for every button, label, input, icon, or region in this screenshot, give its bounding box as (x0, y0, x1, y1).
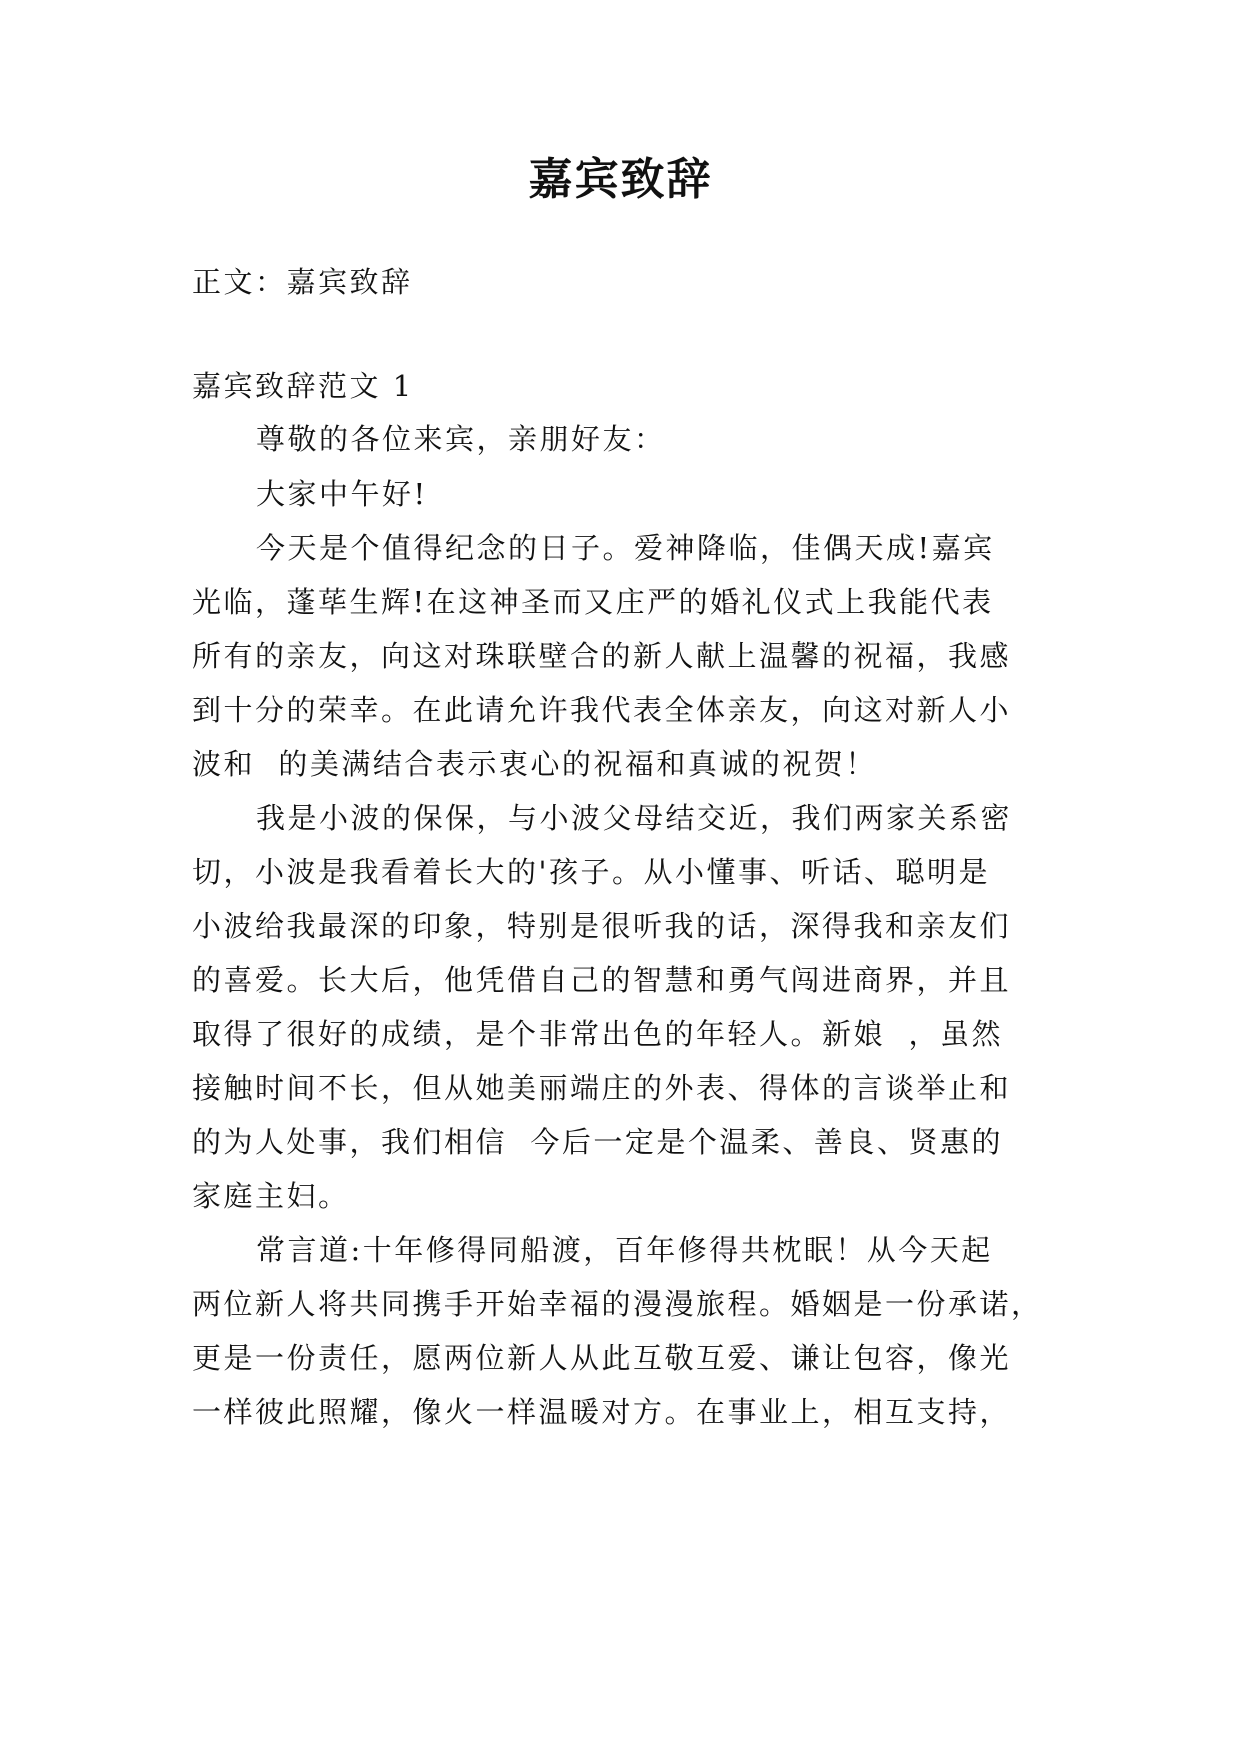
paragraph-line: 的为人处事，我们相信 今后一定是个温柔、善良、贤惠的 (192, 1125, 1003, 1159)
paragraph-line: 一样彼此照耀，像火一样温暖对方。在事业上，相互支持， (192, 1395, 1012, 1429)
document-title: 嘉宾致辞 (528, 154, 713, 205)
paragraph-line: 的喜爱。长大后，他凭借自己的智慧和勇气闯进商界，并且 (192, 963, 1012, 997)
paragraph-line: 接触时间不长，但从她美丽端庄的外表、得体的言谈举止和 (192, 1071, 1012, 1105)
paragraph-line: 家庭主妇。 (192, 1179, 350, 1213)
paragraph-line: 取得了很好的成绩，是个非常出色的年轻人。新娘 ，虽然 (192, 1017, 1003, 1051)
greeting-line: 尊敬的各位来宾，亲朋好友： (256, 422, 666, 456)
hello-line: 大家中午好! (256, 477, 428, 511)
paragraph-line: 我是小波的保保，与小波父母结交近，我们两家关系密 (256, 801, 1013, 835)
paragraph-line: 常言道:十年修得同船渡，百年修得共枕眠！从今天起 (256, 1233, 993, 1267)
paragraph-line: 更是一份责任，愿两位新人从此互敬互爱、谦让包容，像光 (192, 1341, 1012, 1375)
paragraph-line: 两位新人将共同携手开始幸福的漫漫旅程。婚姻是一份承诺， (192, 1287, 1043, 1321)
sample-heading: 嘉宾致辞范文 1 (192, 369, 414, 403)
paragraph-line: 今天是个值得纪念的日子。爱神降临，佳偶天成!嘉宾 (256, 531, 995, 565)
paragraph-line: 切，小波是我看着长大的'孩子。从小懂事、听话、聪明是 (192, 855, 990, 889)
paragraph-line: 小波给我最深的印象，特别是很听我的话，深得我和亲友们 (192, 909, 1012, 943)
body-label: 正文：嘉宾致辞 (192, 265, 413, 299)
paragraph-line: 光临，蓬荜生辉!在这神圣而又庄严的婚礼仪式上我能代表 (192, 585, 994, 619)
paragraph-line: 到十分的荣幸。在此请允许我代表全体亲友，向这对新人小 (192, 693, 1012, 727)
paragraph-line: 所有的亲友，向这对珠联壁合的新人献上温馨的祝福，我感 (192, 639, 1012, 673)
paragraph-line: 波和 的美满结合表示衷心的祝福和真诚的祝贺！ (192, 747, 877, 781)
